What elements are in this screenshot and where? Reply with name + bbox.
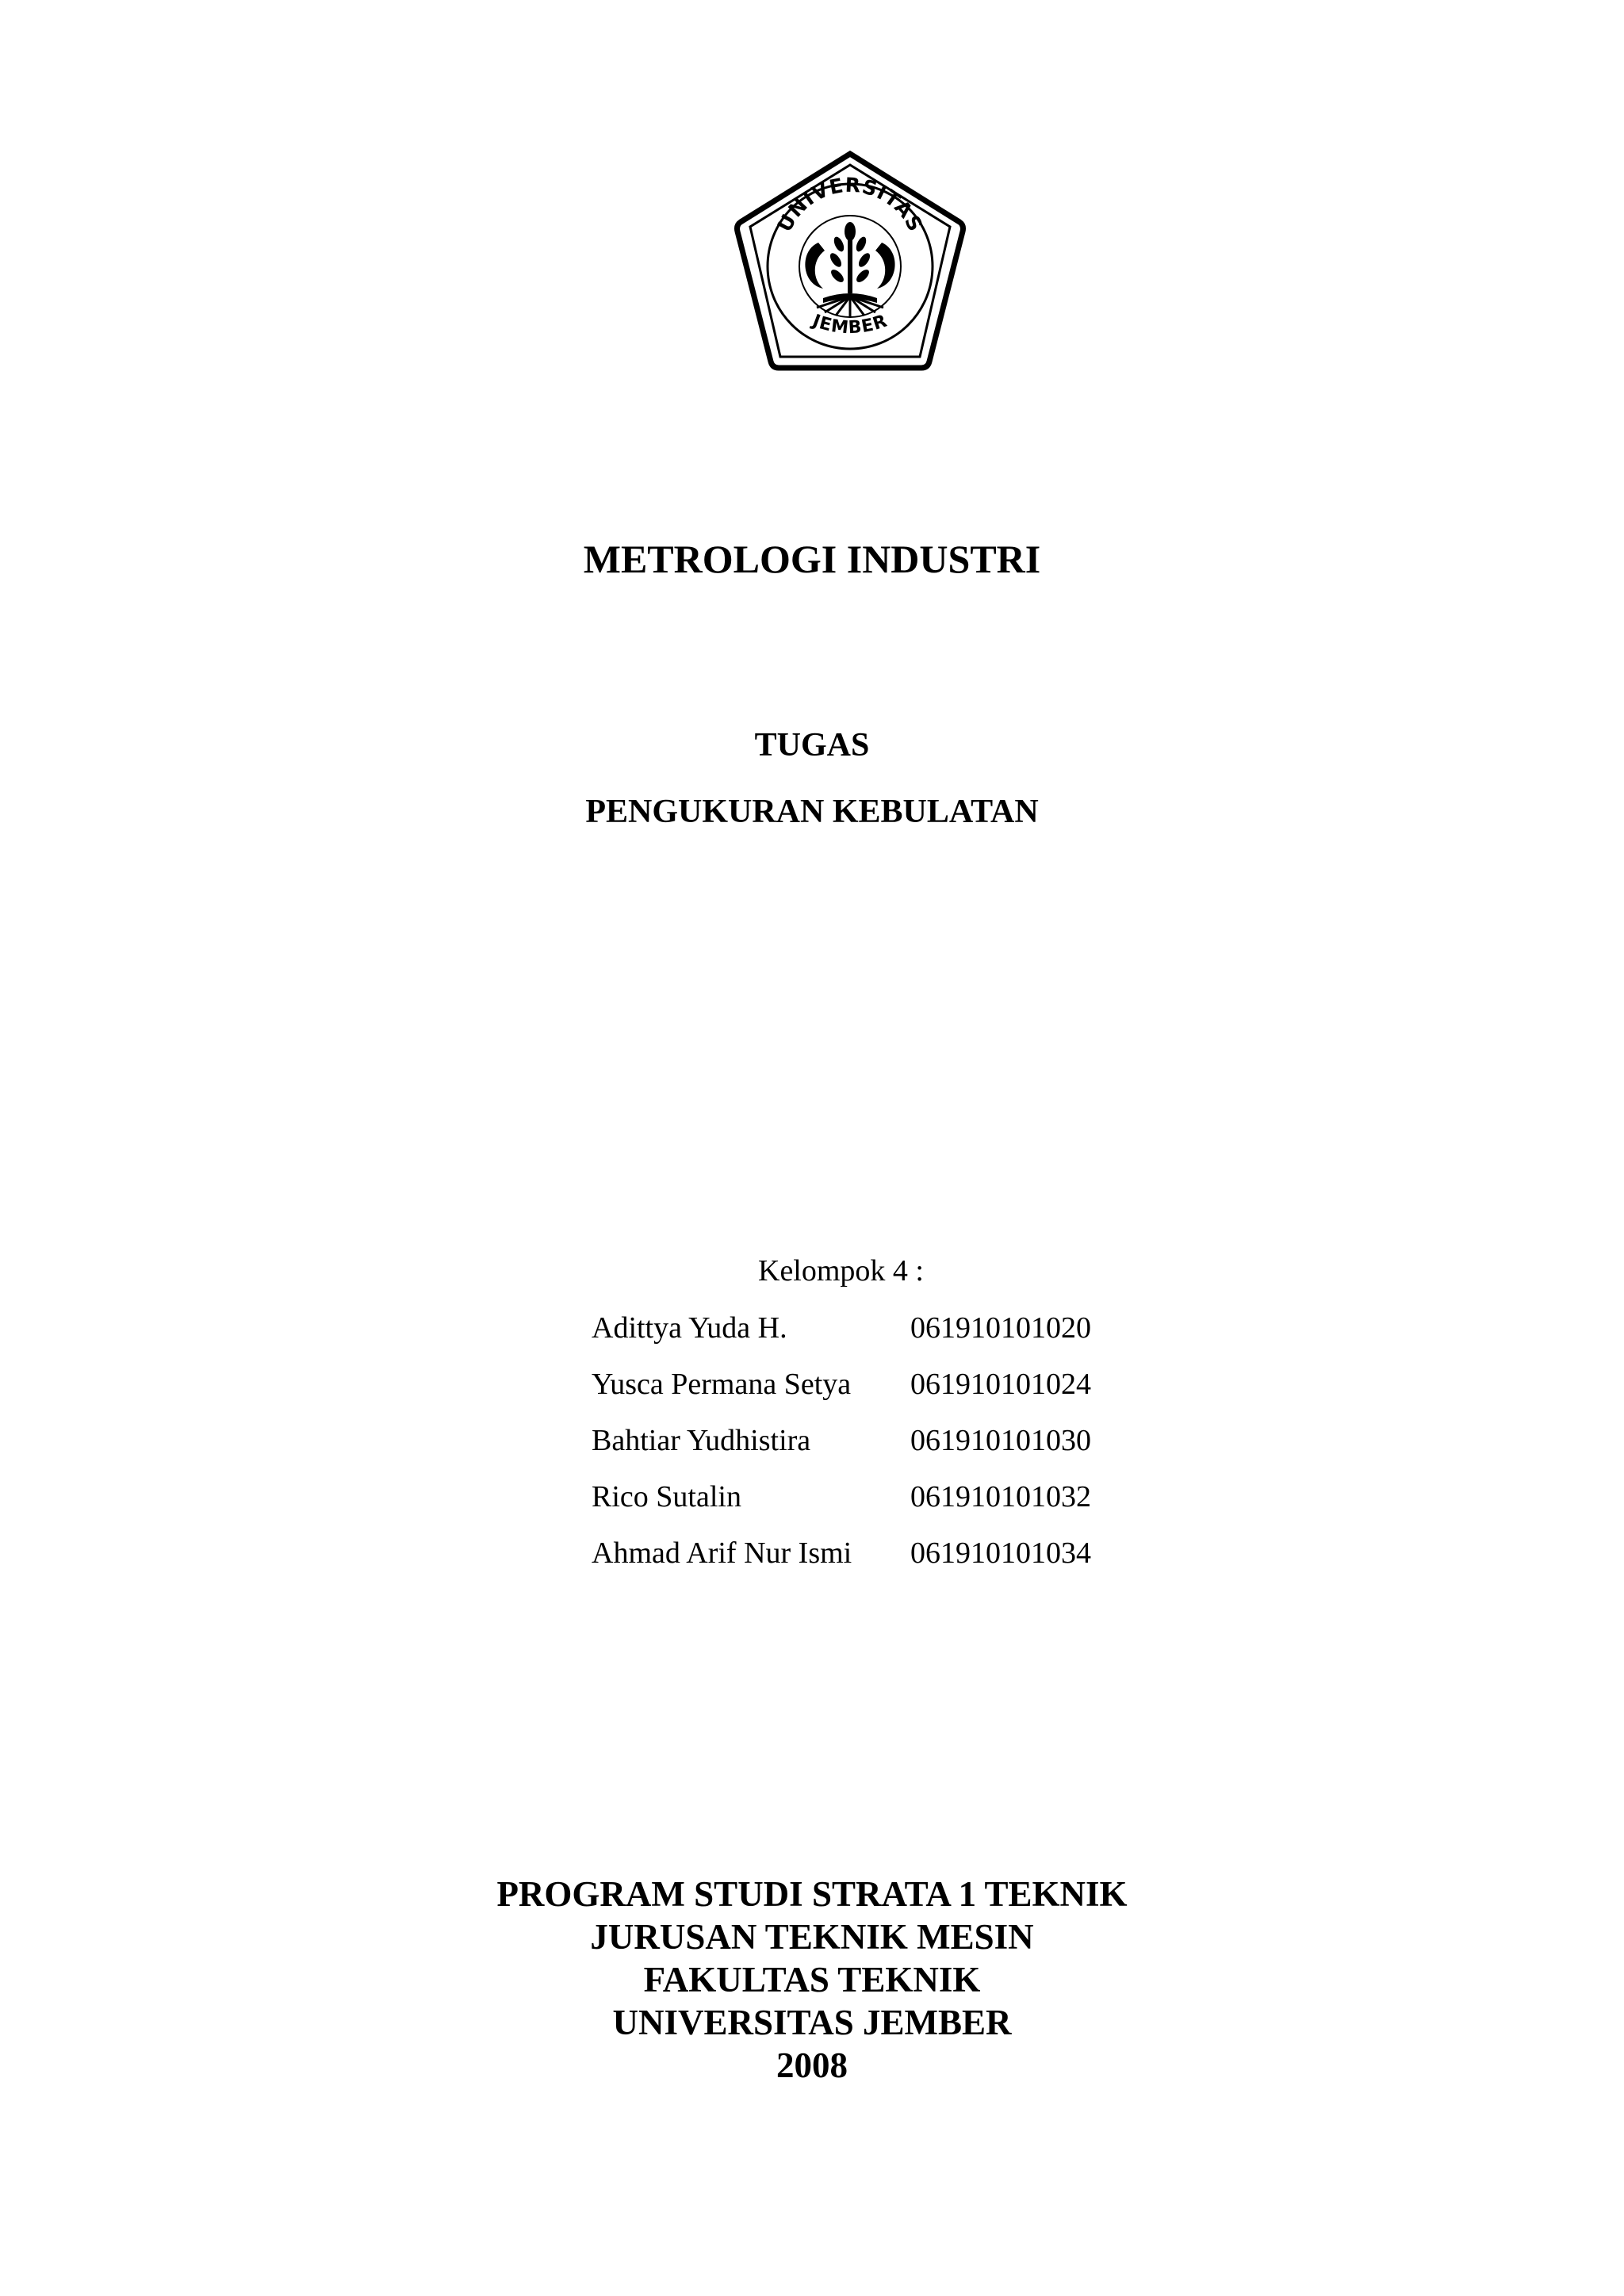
- institution-block: [0, 1873, 1624, 2087]
- member-nim: 061910101034: [910, 1536, 1091, 1570]
- svg-text:UNIVERSITAS: UNIVERSITAS: [772, 173, 928, 236]
- document-title: METROLOGI INDUSTRI: [583, 537, 1041, 581]
- year: 2008: [776, 2045, 848, 2085]
- member-nim: 061910101032: [910, 1480, 1091, 1513]
- svg-text:JEMBER: JEMBER: [810, 311, 891, 339]
- member-name: Bahtiar Yudhistira: [592, 1424, 811, 1457]
- university-name: UNIVERSITAS JEMBER: [612, 2003, 1012, 2042]
- member-name: Rico Sutalin: [592, 1480, 741, 1513]
- member-nim: 061910101030: [910, 1424, 1091, 1457]
- member-nim: 061910101020: [910, 1311, 1091, 1345]
- member-name: Yusca Permana Setya: [592, 1368, 852, 1401]
- member-name: Ahmad Arif Nur Ismi: [592, 1536, 852, 1570]
- member-nim: 061910101024: [910, 1368, 1091, 1401]
- university-logo-icon: [730, 149, 971, 377]
- assignment-label: TUGAS: [754, 727, 870, 763]
- program-name: PROGRAM STUDI STRATA 1 TEKNIK: [496, 1874, 1128, 1914]
- faculty-name: FAKULTAS TEKNIK: [643, 1960, 981, 1999]
- assignment-subject: PENGUKURAN KEBULATAN: [585, 794, 1039, 830]
- group-label: Kelompok 4 :: [758, 1254, 924, 1288]
- department-name: JURUSAN TEKNIK MESIN: [590, 1917, 1034, 1957]
- member-name: Adittya Yuda H.: [592, 1311, 787, 1345]
